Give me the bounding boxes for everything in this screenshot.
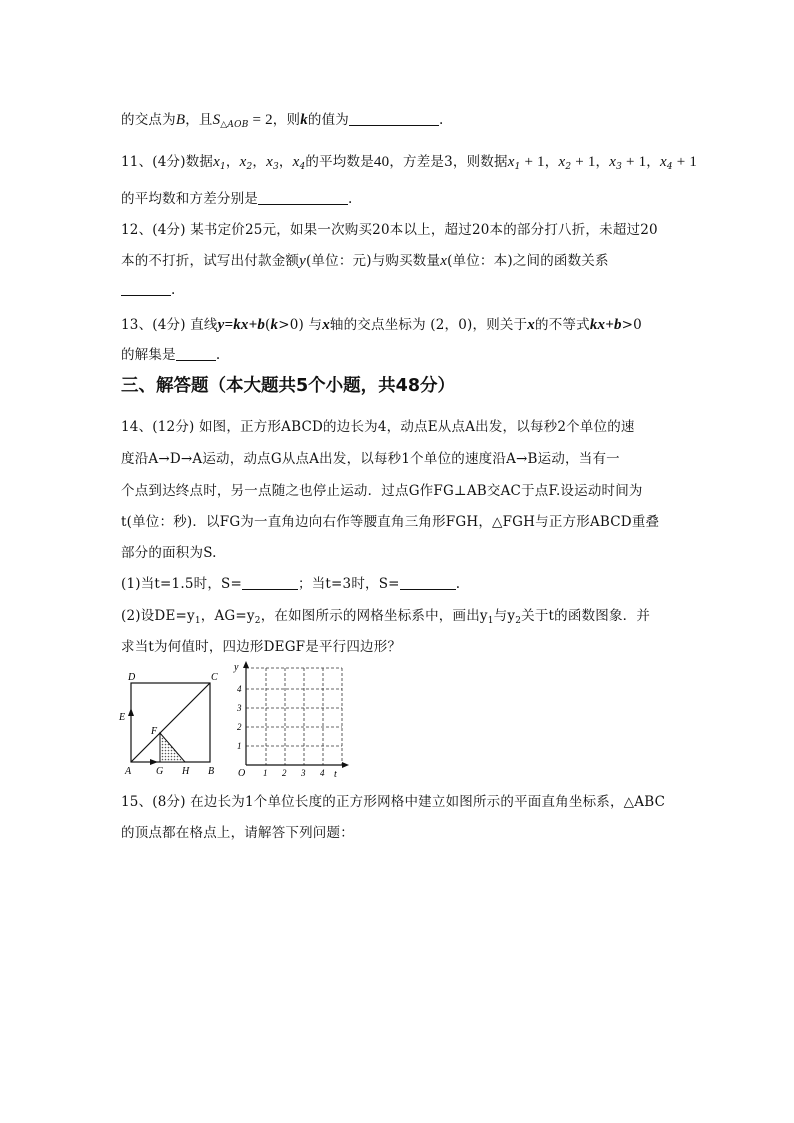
q13-answer-blank[interactable]: [176, 348, 216, 361]
q14-sub: 2: [515, 616, 522, 626]
q12-text: (单位：本)之间的函数关系: [447, 253, 609, 269]
q11-var: x: [213, 154, 220, 170]
q12-y: y: [299, 253, 306, 269]
x-arrow-icon: [342, 762, 349, 768]
q11-var: x: [266, 154, 273, 170]
q12-text: 本的不打折，试写出付款金额: [121, 253, 300, 269]
q12-x: x: [440, 253, 448, 269]
origin-label: O: [238, 768, 246, 779]
q11-sub: 1: [219, 162, 226, 172]
q11-plus: + 1: [571, 154, 596, 170]
q15-line2: 的顶点都在格点上，请解答下列问题：: [121, 825, 354, 841]
q10-text: 的值为: [307, 112, 349, 128]
y-tick-1: 1: [237, 741, 242, 751]
q13-x: x: [527, 317, 535, 333]
q10-s-sub: △AOB: [220, 120, 249, 130]
y-tick-3: 3: [237, 703, 242, 713]
q10-b: B: [175, 112, 186, 128]
q13-end: .: [215, 347, 221, 363]
q10-k: k: [300, 112, 308, 128]
grid-lines: [246, 668, 342, 765]
q11-text: ，方差是3，则数据: [389, 154, 508, 170]
q13-text: 13、(4分) 直线: [121, 317, 218, 333]
q14-answer-blank-1[interactable]: [242, 577, 298, 590]
label-c: C: [211, 672, 218, 683]
q13-k: k: [270, 317, 279, 333]
q11-plus: + 1: [520, 154, 545, 170]
q11-var: x: [507, 154, 515, 170]
q11-plus: + 1: [672, 154, 698, 170]
label-d: D: [128, 672, 136, 683]
q13-text: >0) 与: [278, 317, 323, 333]
y-axis-label: y: [234, 662, 239, 673]
q11-line1: [121, 150, 697, 172]
q14-text: ；当t=3时，S=: [298, 576, 400, 592]
q14-text: ，在如图所示的网格坐标系中，画出y: [260, 608, 488, 624]
q11-sep: ，: [252, 154, 267, 170]
y-tick-2: 2: [237, 722, 242, 732]
q11-sub: 2: [246, 162, 253, 172]
q10-line: [121, 108, 444, 130]
q11-sub: 3: [272, 162, 279, 172]
q14-text: 关于t的函数图象．并: [521, 608, 651, 624]
q10-eq: = 2: [248, 112, 273, 128]
q11-sep: ，: [278, 154, 293, 170]
x-tick-2: 2: [282, 768, 287, 778]
q14-end: .: [455, 576, 461, 592]
label-a: A: [125, 766, 132, 777]
q13-text: 轴的交点坐标为 (2，0)，则关于: [329, 317, 528, 333]
arrow-g-icon: [150, 759, 158, 765]
q12-end: .: [171, 282, 176, 298]
q11-plus: + 1: [622, 154, 647, 170]
grid-figure: [230, 660, 350, 780]
q12-answer-blank[interactable]: [121, 283, 171, 296]
y-arrow-icon: [243, 661, 249, 668]
shaded-triangle-fgh: [160, 733, 185, 762]
q13-text: 的解集是: [121, 347, 176, 363]
q11-mean: 40: [373, 154, 390, 170]
q14-text: 与y: [493, 608, 516, 624]
label-g: G: [156, 766, 164, 777]
q10-text: ，且: [185, 112, 213, 128]
q11-var: x: [292, 154, 300, 170]
q11-var: x: [660, 154, 667, 170]
q14-part1: [121, 572, 460, 592]
q11-line2: [121, 187, 353, 207]
q14-text: (1)当t=1.5时，S=: [121, 576, 242, 592]
q14-line: 个点到达终点时，另一点随之也停止运动．过点G作FG⊥AB交AC于点F.设运动时间为: [121, 483, 643, 499]
arrow-e-icon: [128, 708, 134, 716]
q11-number: 11、(4分)数据: [121, 154, 214, 170]
q14-text: ，AG=y: [200, 608, 255, 624]
q15-line1: 15、(8分) 在边长为1个单位长度的正方形网格中建立如图所示的平面直角坐标系，△ABC: [121, 794, 666, 810]
q11-sep: ，: [544, 154, 559, 170]
q11-sep: ，: [646, 154, 660, 170]
q10-text: ，则: [272, 112, 301, 128]
square-figure: [116, 668, 224, 780]
label-h: H: [182, 766, 190, 777]
q10-s: S: [212, 112, 221, 128]
q14-sub: 1: [487, 616, 494, 626]
q11-var: x: [239, 154, 247, 170]
q13-line1: [121, 313, 642, 334]
q12-text: (单位：元)与购买数量: [305, 253, 441, 269]
y-tick-4: 4: [237, 684, 242, 694]
q11-end: .: [348, 191, 353, 207]
q14-line: 度沿A→D→A运动，动点G从点A出发，以每秒1个单位的速度沿A→B运动，当有一: [121, 451, 620, 467]
q14-part2-line2: 求当t为何值时，四边形DEGF是平行四边形？: [121, 639, 402, 655]
q13-line2: [121, 343, 220, 363]
q12-line2: [121, 249, 609, 270]
q14-sub: 2: [254, 616, 261, 626]
label-b: B: [208, 766, 215, 777]
q11-answer-blank[interactable]: [258, 192, 348, 205]
q13-text: 的不等式: [535, 317, 590, 333]
x-tick-1: 1: [263, 768, 268, 778]
q14-line: t(单位：秒)．以FG为一直角边向右作等腰直角三角形FGH，△FGH与正方形ABCD重叠: [121, 514, 660, 530]
q14-part2: [121, 604, 650, 626]
q10-answer-blank[interactable]: [349, 113, 439, 126]
q10-end: .: [439, 112, 444, 128]
q11-sub: 3: [616, 162, 623, 172]
q11-var: x: [558, 154, 566, 170]
label-f: F: [151, 726, 158, 737]
q11-sub: 4: [666, 162, 673, 172]
x-tick-4: 4: [320, 768, 325, 778]
q11-sub: 1: [514, 162, 521, 172]
q13-x: x: [322, 317, 330, 333]
q14-text: (2)设DE=y: [121, 608, 195, 624]
q13-inequality: kx+b: [589, 317, 622, 333]
q11-sub: 2: [565, 162, 572, 172]
q13-equation: y=kx+b: [217, 317, 266, 333]
q11-text: 的平均数是: [305, 154, 374, 170]
q13-text: (: [265, 317, 271, 333]
q14-line: 14、(12分) 如图，正方形ABCD的边长为4，动点E从点A出发，以每秒2个单位的速: [121, 419, 635, 435]
q12-line1: 12、(4分) 某书定价25元，如果一次购买20本以上，超过20本的部分打八折，未超过20: [121, 222, 658, 238]
q11-sub: 4: [299, 162, 306, 172]
q13-text: >0: [621, 317, 642, 333]
x-tick-3: 3: [301, 768, 306, 778]
q14-sub: 1: [194, 616, 201, 626]
q14-line: 部分的面积为S.: [121, 545, 217, 561]
q14-answer-blank-2[interactable]: [400, 577, 456, 590]
label-e: E: [119, 712, 126, 723]
q10-text: 的交点为: [121, 112, 176, 128]
q12-line3: [121, 282, 176, 298]
q11-sep: ，: [595, 154, 610, 170]
q11-var: x: [609, 154, 617, 170]
section-heading: 三、解答题（本大题共5个小题，共48分）: [121, 376, 456, 396]
x-axis-label: t: [334, 769, 337, 780]
q11-sep: ，: [225, 154, 240, 170]
q11-text: 的平均数和方差分别是: [121, 191, 258, 207]
